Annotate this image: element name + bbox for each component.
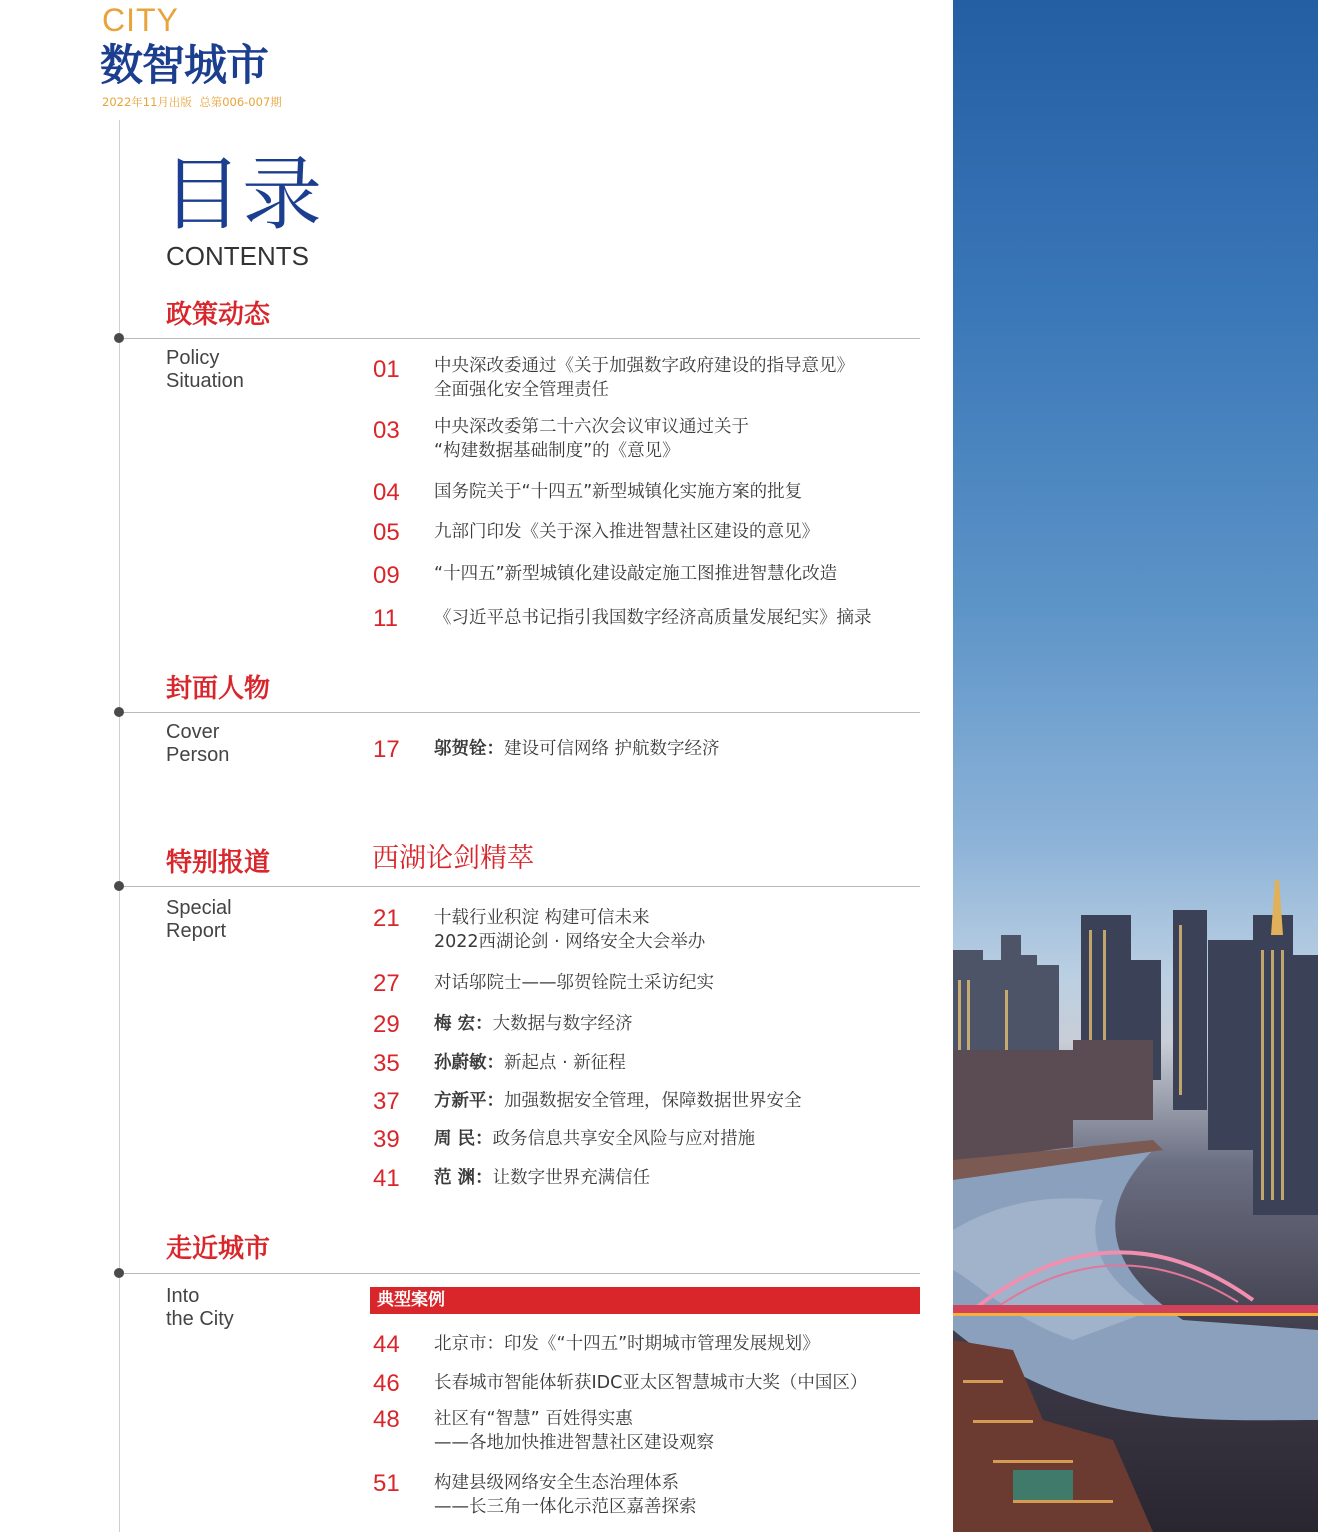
section-marker (114, 881, 124, 891)
entry-page[interactable]: 37 (373, 1088, 400, 1115)
section-en-policy: Policy Situation (166, 347, 244, 392)
entry-title[interactable]: 梅 宏：大数据与数字经济 (434, 1014, 633, 1034)
section-title-city: 走近城市 (166, 1234, 271, 1264)
entry-page[interactable]: 41 (373, 1165, 400, 1192)
section-divider (120, 886, 920, 887)
page-subtitle: CONTENTS (166, 241, 309, 271)
entry-title[interactable]: “十四五”新型城镇化建设敲定施工图推进智慧化改造 (434, 564, 838, 584)
page-title: 目录 (162, 148, 322, 241)
entry-title[interactable]: 方新平：加强数据安全管理，保障数据世界安全 (434, 1091, 802, 1111)
entry-title[interactable]: 中央深改委通过《关于加强数字政府建设的指导意见》 全面强化安全管理责任 (434, 356, 854, 400)
case-banner (370, 1287, 920, 1314)
section-en-special: Special Report (166, 897, 232, 942)
entry-title[interactable]: 北京市：印发《“十四五”时期城市管理发展规划》 (434, 1334, 820, 1354)
entry-page[interactable]: 09 (373, 562, 400, 589)
entry-page[interactable]: 21 (373, 905, 400, 932)
section-marker (114, 333, 124, 343)
entry-title[interactable]: 国务院关于“十四五”新型城镇化实施方案的批复 (434, 482, 803, 502)
brand-cn: 数智城市 (100, 41, 268, 91)
brand-en: CITY (102, 2, 179, 38)
entry-title[interactable]: 对话邬院士——邬贺铨院士采访纪实 (434, 973, 714, 993)
city-skyline-image (953, 0, 1318, 1532)
entry-title[interactable]: 十载行业积淀 构建可信未来 2022西湖论剑 · 网络安全大会举办 (434, 908, 706, 952)
entry-page[interactable]: 46 (373, 1370, 400, 1397)
entry-title[interactable]: 构建县级网络安全生态治理体系 ——长三角一体化示范区嘉善探索 (434, 1473, 697, 1517)
timeline-rule (119, 120, 120, 1532)
entry-page[interactable]: 48 (373, 1406, 400, 1433)
entry-page[interactable]: 29 (373, 1011, 400, 1038)
entry-title[interactable]: 《习近平总书记指引我国数字经济高质量发展纪实》摘录 (434, 608, 872, 628)
entry-title[interactable]: 中央深改委第二十六次会议审议通过关于 “构建数据基础制度”的《意见》 (434, 417, 749, 461)
entry-title[interactable]: 社区有“智慧” 百姓得实惠 ——各地加快推进智慧社区建设观察 (434, 1409, 714, 1453)
feature-title: 西湖论剑精萃 (372, 843, 534, 874)
entry-page[interactable]: 35 (373, 1050, 400, 1077)
entry-page[interactable]: 51 (373, 1470, 400, 1497)
entry-page[interactable]: 01 (373, 356, 400, 383)
entry-title[interactable]: 长春城市智能体斩获IDC亚太区智慧城市大奖（中国区） (434, 1373, 868, 1393)
entry-page[interactable]: 17 (373, 736, 400, 763)
section-divider (120, 1273, 920, 1274)
entry-page[interactable]: 05 (373, 519, 400, 546)
section-marker (114, 707, 124, 717)
entry-title[interactable]: 范 渊：让数字世界充满信任 (434, 1168, 651, 1188)
entry-page[interactable]: 11 (373, 605, 398, 632)
cover-photo (953, 0, 1318, 1532)
section-en-city: Into the City (166, 1285, 234, 1330)
entry-page[interactable]: 27 (373, 970, 400, 997)
section-en-cover: Cover Person (166, 721, 230, 766)
case-label: 典型案例 (377, 1290, 445, 1310)
section-divider (120, 338, 920, 339)
entry-title[interactable]: 孙蔚敏：新起点 · 新征程 (434, 1053, 626, 1073)
entry-title[interactable]: 邬贺铨：建设可信网络 护航数字经济 (434, 739, 720, 759)
issue-info: 2022年11月出版 总第006-007期 (102, 95, 282, 109)
section-title-cover: 封面人物 (166, 674, 271, 704)
entry-page[interactable]: 44 (373, 1331, 400, 1358)
entry-page[interactable]: 39 (373, 1126, 400, 1153)
section-title-special: 特别报道 (166, 848, 271, 878)
entry-title[interactable]: 周 民：政务信息共享安全风险与应对措施 (434, 1129, 756, 1149)
entry-title[interactable]: 九部门印发《关于深入推进智慧社区建设的意见》 (434, 522, 819, 542)
section-marker (114, 1268, 124, 1278)
entry-page[interactable]: 04 (373, 479, 400, 506)
entry-page[interactable]: 03 (373, 417, 400, 444)
section-divider (120, 712, 920, 713)
section-title-policy: 政策动态 (166, 300, 271, 330)
